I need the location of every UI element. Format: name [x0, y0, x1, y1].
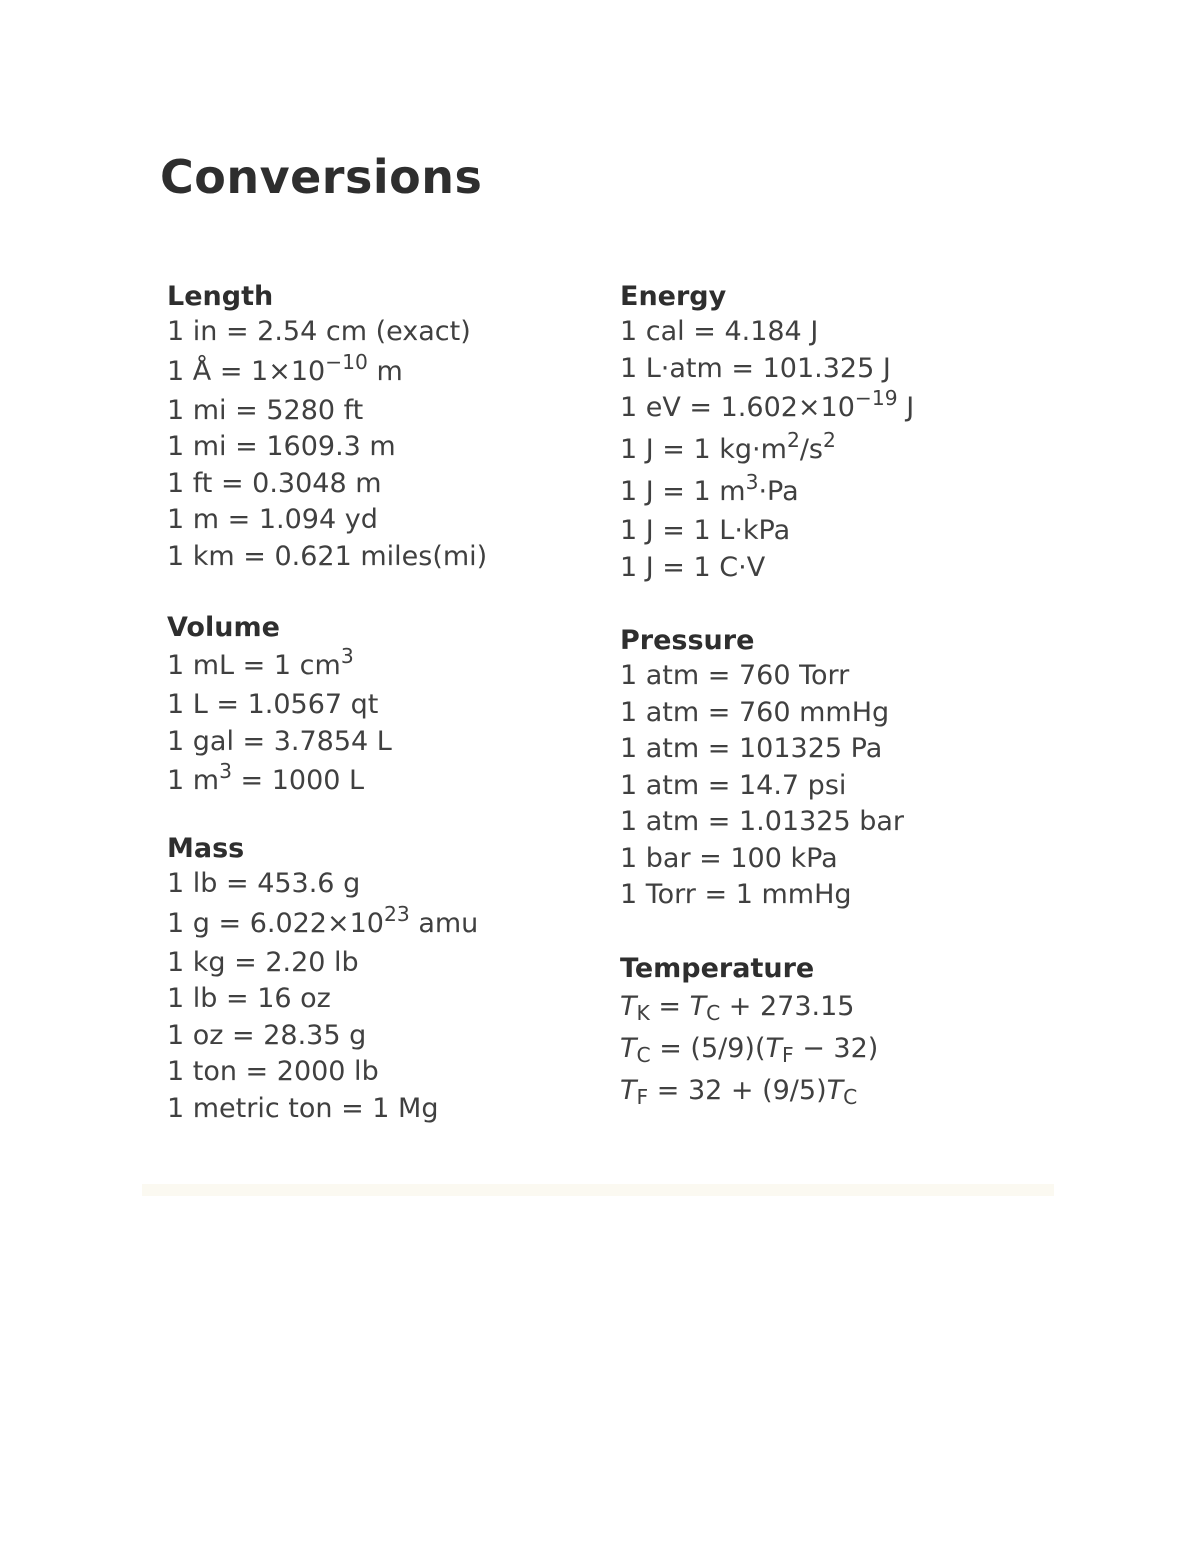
energy-section	[620, 280, 914, 586]
volume-row-l-qt: 1 L = 1.0567 qt	[167, 689, 379, 720]
right-column	[620, 280, 914, 1112]
volume-row-gal-l: 1 gal = 3.7854 L	[167, 725, 392, 757]
volume-heading: Volume	[167, 612, 280, 643]
temperature-section	[620, 952, 914, 1112]
length-heading: Length	[167, 281, 274, 312]
mass-row-oz-g: 1 oz = 28.35 g	[167, 1019, 367, 1051]
pressure-row-torr-mmhg: 1 Torr = 1 mmHg	[620, 879, 852, 910]
energy-row-latm-j: 1 L·atm = 101.325 J	[620, 352, 891, 384]
energy-row-cal-j: 1 cal = 4.184 J	[620, 316, 819, 347]
pressure-row-atm-mmhg: 1 atm = 760 mmHg	[620, 696, 890, 728]
temperature-row-fahrenheit: $T_F = 32 + (9/5)T_C$	[620, 1074, 858, 1109]
mass-row-ton-lb: 1 ton = 2000 lb	[167, 1056, 379, 1087]
length-row-mi-m: 1 mi = 1609.3 m	[167, 431, 396, 462]
energy-row-ev-j: 1 eV = $1.602\times 10^{-19}$ J	[620, 385, 915, 423]
energy-row-j-m3pa: 1 J = 1 $m^3\cdot Pa$	[620, 469, 799, 507]
footer-divider	[142, 1184, 1054, 1196]
mass-row-g-amu: 1 $g = 6.022\times 10^{23}$ amu	[167, 901, 479, 939]
pressure-heading: Pressure	[620, 625, 755, 656]
temperature-row-kelvin: $T_K = T_C + 273.15$	[620, 990, 855, 1025]
energy-row-j-cv: 1 J = 1 C·V	[620, 551, 766, 583]
energy-row-j-kgm2s2: 1 J = 1 $kg\cdot m^2/s^2$	[620, 427, 836, 465]
length-row-angstrom-m: 1 Å = $1\times 10^{-10}$ m	[167, 349, 403, 387]
length-row-ft-m: 1 ft = 0.3048 m	[167, 467, 382, 499]
pressure-row-atm-psi: 1 atm = 14.7 psi	[620, 769, 847, 801]
pressure-row-atm-torr: 1 atm = 760 Torr	[620, 660, 850, 691]
mass-row-lb-oz: 1 lb = 16 oz	[167, 983, 331, 1014]
mass-row-metric-ton-mg: 1 metric ton = 1 Mg	[167, 1092, 439, 1124]
length-section	[167, 280, 487, 575]
energy-heading: Energy	[620, 281, 727, 312]
mass-row-kg-lb: 1 kg = 2.20 lb	[167, 946, 359, 978]
volume-row-ml-cm3: 1 mL = 1 $cm^3$	[167, 643, 354, 681]
pressure-section	[620, 624, 914, 914]
energy-row-j-lkpa: 1 J = 1 L·kPa	[620, 515, 791, 546]
page-title: Conversions	[160, 150, 483, 204]
pressure-row-atm-bar: 1 atm = 1.01325 bar	[620, 806, 905, 837]
length-row-in-cm: 1 in = 2.54 cm (exact)	[167, 316, 471, 347]
length-row-mi-ft: 1 mi = 5280 ft	[167, 394, 364, 426]
length-row-m-yd: 1 m = 1.094 yd	[167, 504, 378, 535]
volume-row-m3-l: 1 $m^3 = 1000$ L	[167, 758, 365, 796]
mass-heading: Mass	[167, 833, 245, 864]
mass-row-lb-g: 1 lb = 453.6 g	[167, 868, 361, 899]
left-column	[167, 280, 487, 1127]
volume-section	[167, 611, 487, 802]
pressure-row-bar-kpa: 1 bar = 100 kPa	[620, 842, 838, 874]
temperature-row-celsius: $T_C = (5/9)(T_F - 32)$	[620, 1032, 879, 1067]
pressure-row-atm-pa: 1 atm = 101325 Pa	[620, 733, 883, 764]
length-row-km-mi: 1 km = 0.621 miles(mi)	[167, 540, 488, 572]
mass-section	[167, 832, 487, 1127]
temperature-heading: Temperature	[620, 952, 815, 984]
